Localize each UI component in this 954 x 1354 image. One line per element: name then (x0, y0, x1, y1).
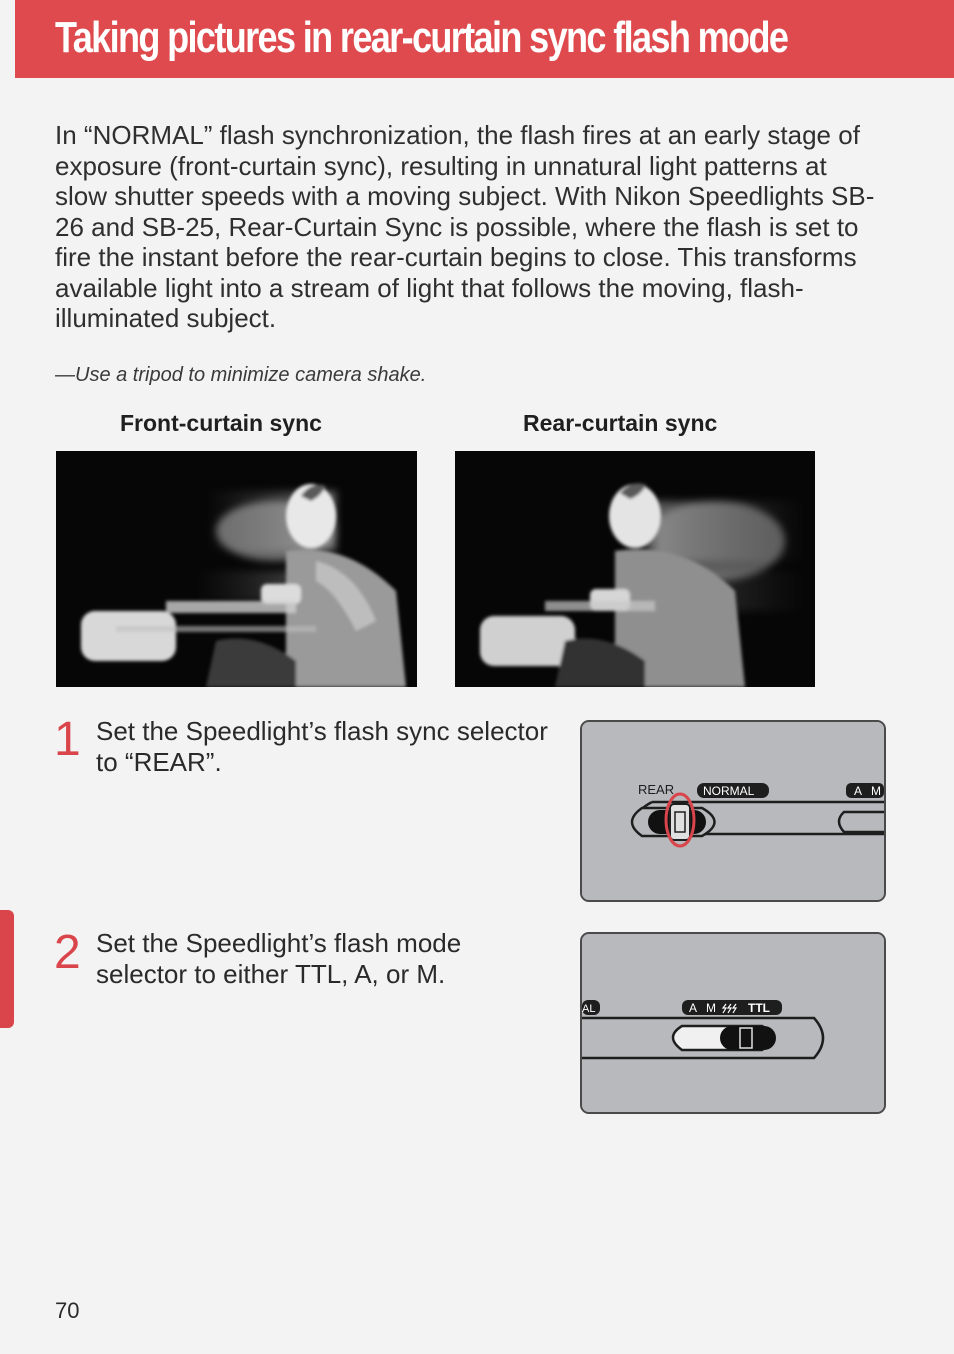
rear-curtain-photo (455, 451, 815, 687)
step-1-text: Set the Speedlight’s flash sync selector to “REAR”. (96, 716, 548, 777)
front-curtain-photo (56, 451, 417, 687)
step-2-number: 2 (54, 926, 81, 979)
label-al: AL (582, 1003, 596, 1015)
page-title: Taking pictures in rear-curtain sync flash mode (55, 13, 788, 62)
section-tab-marker (0, 910, 14, 1028)
label-rear: REAR (638, 782, 675, 797)
label-ttl: TTL (748, 1001, 770, 1015)
rear-curtain-caption: Rear-curtain sync (523, 410, 718, 436)
title-banner (15, 0, 954, 78)
front-curtain-caption: Front-curtain sync (120, 410, 322, 436)
step-1-number: 1 (54, 713, 81, 766)
label-m: M (871, 784, 881, 798)
label-a: A (689, 1001, 698, 1015)
mode-selector-diagram (580, 932, 886, 1114)
label-m: M (706, 1001, 716, 1015)
label-a: A (854, 784, 863, 798)
sync-selector-diagram (580, 720, 886, 902)
step-2-text: Set the Speedlight’s flash mode selector to either TTL, A, or M. (96, 928, 462, 989)
intro-paragraph: In “NORMAL” flash synchronization, the flash fires at an early stage of exposure (front-curtain sync), resulting in unnatural light patterns at slow shutter speeds with a moving subject. With Nikon Speedlights SB-26 and SB-25, Rear-Curtain Sync is possible, where the flash is set to fire the instant before the rear-curtain begins to close. This transforms available light into a stream of light that follows the moving, flash-illuminated subject. (55, 120, 875, 333)
tripod-tip: —Use a tripod to minimize camera shake. (55, 364, 427, 386)
page-number: 70 (55, 1298, 80, 1323)
label-normal: NORMAL (703, 784, 755, 798)
